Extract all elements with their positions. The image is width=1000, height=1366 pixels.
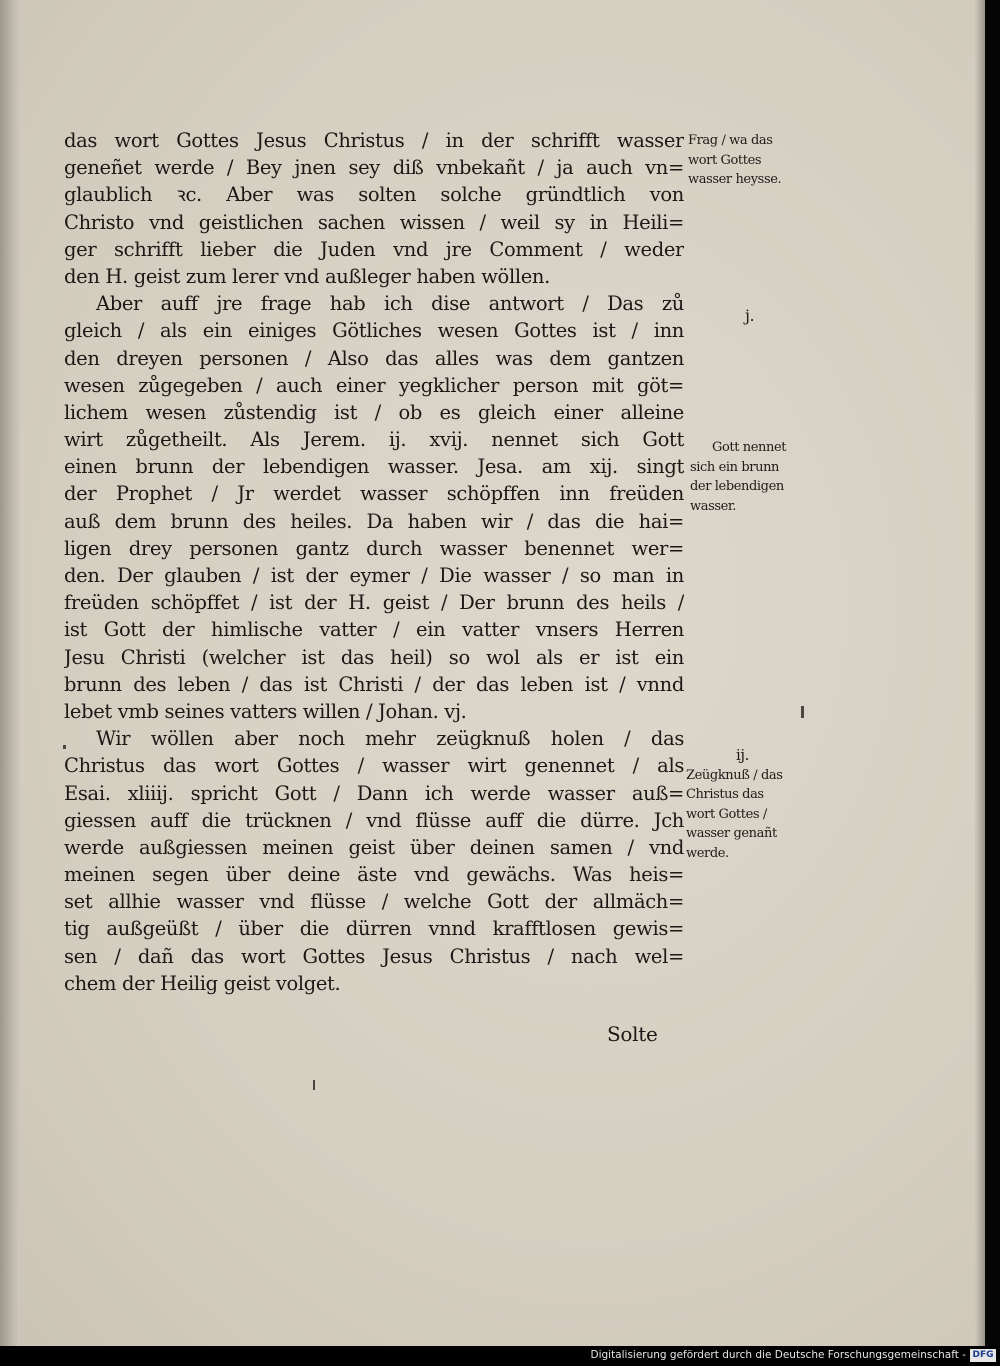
margin-note-line: wasser heysse. <box>688 172 782 187</box>
margin-note-line: Gott nennet <box>712 440 787 455</box>
text-line: giessen auff die trücknen / vnd flüsse auff die dürre. Jch <box>64 808 684 832</box>
dfg-logo: DFG <box>970 1349 996 1362</box>
text-line: den H. geist zum lerer vnd außleger haben wöllen. <box>64 264 550 288</box>
text-line: der Prophet / Jr werdet wasser schöpffen inn freüden <box>64 482 684 506</box>
text-line: Jesu Christi (welcher ist das heil) so wol als er ist ein <box>64 645 684 669</box>
text-line: ligen drey personen gantz durch wasser benennet wer= <box>64 536 684 560</box>
text-line: wesen zůgegeben / auch einer yegklicher person mit göt= <box>64 373 684 397</box>
margin-note-line: werde. <box>686 845 729 861</box>
margin-note-line: j. <box>745 306 755 325</box>
text-line: lebet vmb seines vatters willen / Johan. vj. <box>64 699 467 723</box>
text-line: auß dem brunn des heiles. Da haben wir / das die hai= <box>64 509 684 533</box>
page-binding-edge <box>0 0 20 1346</box>
digitization-footer <box>0 1346 1000 1366</box>
text-line: meinen segen über deine äste vnd gewächs. Was heis= <box>64 863 684 887</box>
text-line: freüden schöpffet / ist der H. geist / Der brunn des heils / <box>64 591 684 615</box>
margin-note-numeral-one <box>745 306 754 326</box>
text-line: brunn des leben / das ist Christi / der das leben ist / vnnd <box>64 672 684 696</box>
catchword: Solte <box>607 1022 658 1046</box>
text-line: geneñet werde / Bey jnen sey diß vnbekañt / ja auch vn= <box>64 156 684 180</box>
margin-note-line: wasser. <box>690 498 737 514</box>
margin-note-line: Christus das <box>686 787 764 802</box>
text-line: Christus das wort Gottes / wasser wirt genennet / als <box>64 754 684 778</box>
margin-note-line: wort Gottes / <box>686 806 767 822</box>
text-line: gleich / als ein einiges Götliches wesen Gottes ist / inn <box>64 319 684 343</box>
margin-note-line: Frag / wa das <box>688 133 773 148</box>
text-line: Aber auff jre frage hab ich dise antwort / Das zů <box>96 292 684 316</box>
margin-note-testimony <box>686 746 783 863</box>
text-line: das wort Gottes Jesus Christus / in der schrifft wasser <box>64 129 684 152</box>
text-line: ist Gott der himlische vatter / ein vatter vnsers Herren <box>64 618 684 642</box>
text-line: Christo vnd geistlichen sachen wissen / weil sy in Heili= <box>64 210 684 234</box>
margin-note-line: der lebendigen <box>690 479 784 494</box>
text-line: tig außgeüßt / über die dürren vnnd krafftlosen gewis= <box>64 917 684 941</box>
text-line: Esai. xliiij. spricht Gott / Dann ich werde wasser auß= <box>64 781 684 805</box>
text-line: wirt zůgetheilt. Als Jerem. ij. xvij. nennet sich Gott <box>64 428 684 452</box>
page-outer-edge <box>975 0 985 1346</box>
margin-note-question <box>688 131 781 190</box>
margin-note-line: wort Gottes <box>688 152 762 168</box>
text-line: werde außgiessen meinen geist über deinen samen / vnd <box>64 835 684 859</box>
funding-credit: Digitalisierung gefördert durch die Deutsche Forschungsgemeinschaft - <box>590 1349 966 1361</box>
margin-note-god-fountain <box>690 438 786 516</box>
text-line: ger schrifft lieber die Juden vnd jre Comment / weder <box>64 237 684 261</box>
text-line: chem der Heilig geist volget. <box>64 971 341 995</box>
ink-speck <box>801 706 804 718</box>
text-line: lichem wesen zůstendig ist / ob es gleich einer alleine <box>64 400 684 424</box>
main-text-block <box>64 127 684 997</box>
ink-speck <box>313 1080 315 1090</box>
text-line: sen / dañ das wort Gottes Jesus Christus / nach wel= <box>64 944 684 968</box>
margin-note-line: wasser genañt <box>686 826 777 841</box>
text-line: den. Der glauben / ist der eymer / Die wasser / so man in <box>64 564 684 587</box>
text-line: Wir wöllen aber noch mehr zeügknuß holen / das <box>96 727 684 751</box>
margin-note-line: Zeügknuß / das <box>686 767 783 783</box>
margin-note-line: ij. <box>736 746 750 764</box>
text-line: einen brunn der lebendigen wasser. Jesa. am xij. singt <box>64 455 684 479</box>
text-line: den dreyen personen / Also das alles was dem gantzen <box>64 346 684 370</box>
text-line: glaublich ꝛc. Aber was solten solche gründtlich von <box>64 183 684 207</box>
ink-speck <box>63 745 66 749</box>
margin-note-line: sich ein brunn <box>690 459 780 475</box>
text-line: set allhie wasser vnd flüsse / welche Gott der allmäch= <box>64 890 684 914</box>
